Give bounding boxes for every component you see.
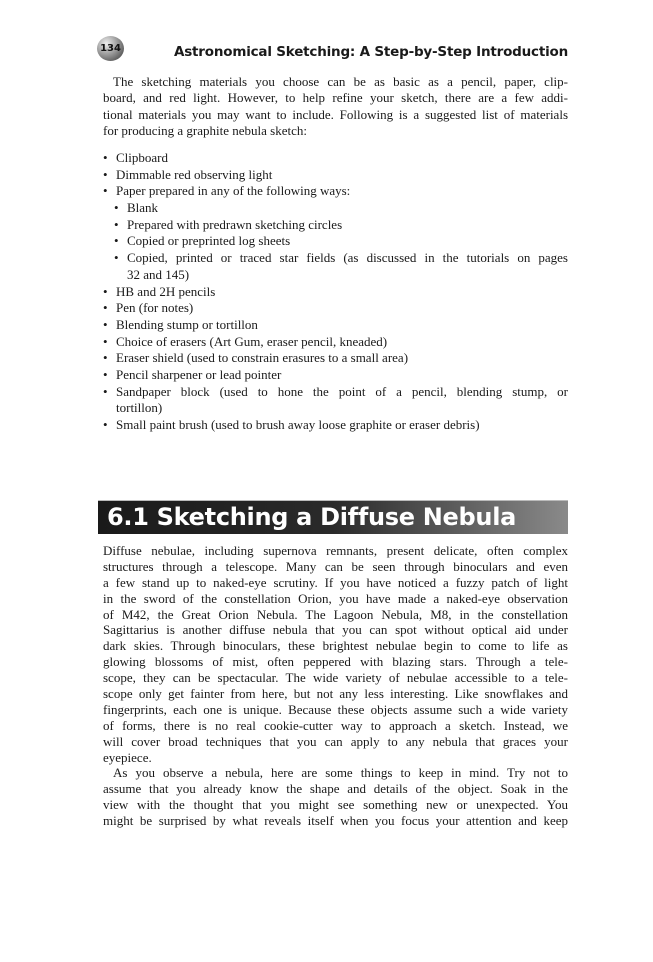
sub-list-item: • Copied, printed or traced star fields (as discussed in the tutorials on pages — [114, 250, 568, 266]
text-line: dark skies. Through binoculars, these brightest nebulae begin to come to life as — [103, 638, 568, 654]
body-text — [103, 543, 568, 829]
list-item-continued: tortillon) — [116, 400, 163, 416]
text-line: view with the thought that you might see something new or unexpected. You — [103, 797, 568, 813]
text-line: structures through a telescope. Many can be seen through binoculars and even — [103, 558, 568, 574]
list-item: • HB and 2H pencils — [103, 283, 216, 299]
running-title: Astronomical Sketching: A Step-by-Step Introduction — [173, 44, 568, 60]
text-line: in the sword of the constellation Orion, you have made a naked-eye observation — [103, 590, 568, 606]
text-line: might be surprised by what reveals itself when you focus your attention and keep — [103, 813, 568, 829]
sub-list-item: • Blank — [114, 200, 159, 216]
text-line: scope only get fainter from here, but not any less interesting. Like snowflakes and — [103, 686, 568, 702]
text-line: of forms, there is no real cookie-cutter way to approach a sketch. Instead, we — [103, 717, 568, 733]
list-item: • Paper prepared in any of the following ways: — [103, 183, 351, 199]
text-line: scope, they can be spectacular. The wide variety of nebulae accessible to a tele- — [103, 670, 568, 686]
text-line: Sagittarius is another diffuse nebula that you can spot without optical aid under — [103, 622, 568, 638]
list-item: • Blending stump or tortillon — [103, 316, 258, 332]
list-item: • Pen (for notes) — [103, 300, 194, 316]
list-item: • Sandpaper block (used to hone the point of a pencil, blending stump, or — [103, 383, 568, 399]
list-item: • Pencil sharpener or lead pointer — [103, 366, 282, 382]
section-heading: 6.1 Sketching a Diffuse Nebula — [107, 503, 517, 531]
sub-list-item-continued: 32 and 145) — [127, 266, 190, 282]
list-item: • Eraser shield (used to constrain erasures to a small area) — [103, 350, 409, 366]
text-line: fingerprints, each one is unique. Because these objects assume such a wide variety — [103, 701, 568, 717]
intro-paragraph — [103, 74, 568, 139]
text-line: eyepiece. — [103, 749, 152, 765]
sub-list-item: • Prepared with predrawn sketching circles — [114, 216, 343, 232]
text-line: The sketching materials you choose can be as basic as a pencil, paper, clip- — [113, 74, 568, 89]
list-item: • Clipboard — [103, 150, 168, 165]
list-item: • Dimmable red observing light — [103, 166, 273, 182]
text-line: tional materials you may want to include. Following is a suggested list of materials — [103, 106, 568, 122]
page-number-badge: 134 — [97, 36, 124, 61]
text-line: for producing a graphite nebula sketch: — [103, 122, 307, 138]
text-line: of M42, the Great Orion Nebula. The Lagoon Nebula, M8, in the constellation — [103, 606, 568, 622]
text-line: a few stand up to naked-eye scrutiny. If you have noticed a fuzzy patch of light — [103, 574, 568, 590]
list-item: • Choice of erasers (Art Gum, eraser pencil, kneaded) — [103, 333, 388, 349]
text-line: board, and red light. However, to help refine your sketch, there are a few addi- — [103, 90, 568, 106]
text-line: Diffuse nebulae, including supernova remnants, present delicate, often complex — [103, 543, 568, 558]
sub-list-item: • Copied or preprinted log sheets — [114, 233, 291, 249]
materials-list — [103, 150, 568, 434]
text-line: will cover broad techniques that you can apply to any nebula that graces your — [103, 733, 568, 749]
text-line: assume that you already know the shape and details of the object. Soak in the — [103, 781, 568, 797]
list-item: • Small paint brush (used to brush away loose graphite or eraser debris) — [103, 417, 480, 432]
section-heading-bar — [98, 500, 568, 534]
text-line: As you observe a nebula, here are some things to keep in mind. Try not to — [113, 765, 568, 781]
text-line: glowing blossoms of mist, often peppered with blazing stars. Through a tele- — [103, 654, 568, 670]
